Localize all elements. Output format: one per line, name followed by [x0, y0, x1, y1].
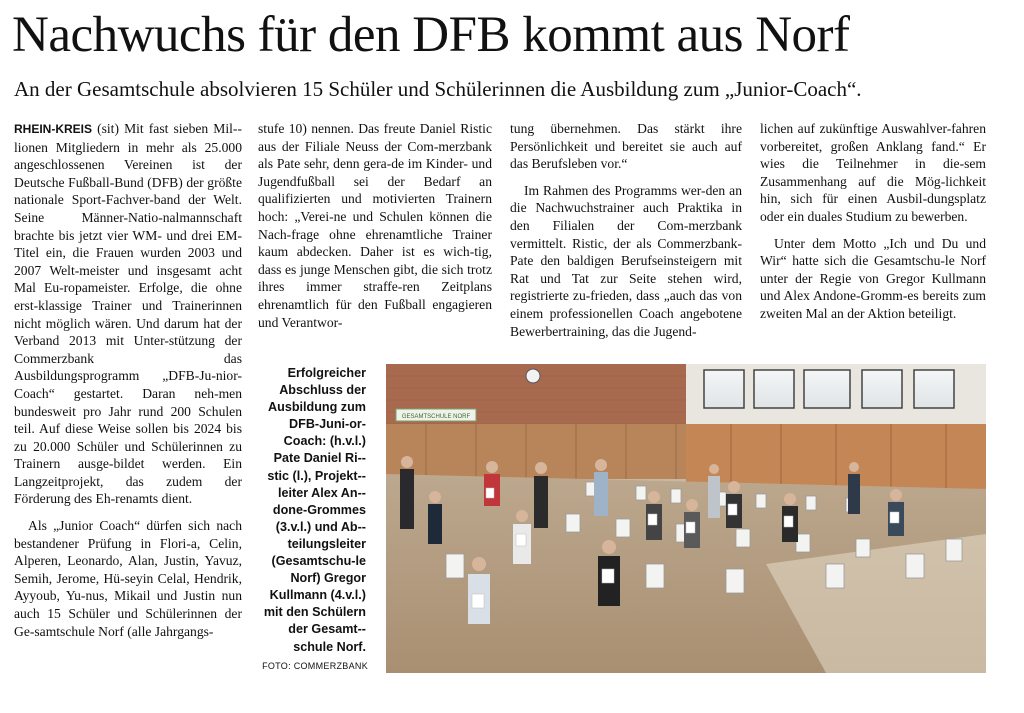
window: [914, 370, 954, 408]
window: [754, 370, 794, 408]
photo-caption: Erfolgreicher Abschluss der Ausbildung zum DFB-Juni-or-Coach: (h.v.l.) Pate Daniel Ri-stic (l.), Projekt-leiter Alex An-done-Grommes (3.v.l.) und Ab-teilungsleiter (Gesamtschu-le Norf) Gregor Kullmann (4.v.l.) mit den Schülern der Gesamt-schule Norf.: [263, 366, 366, 654]
article-column-1: [14, 120, 242, 640]
lead-paragraph: (sit) Mit fast sieben Mil-lionen Mitgliedern in mehr als 25.000 angeschlossenen Vereinen ist der Deutsche Fußball-Bund (DFB) der größte nationale Sport-Fachver-band der Welt. Seine Männer-Natio-nalmannschaft brachte bis jetzt vier WM- und drei EM-Titel ein, die Frauen wurden 2003 und 2007 Welt-meister und insgesamt acht Mal Eu-ropameister. Erfolge, die ohne erst-klassige Trainer und Trainerinnen nicht möglich wären. Und darum hat der Verband 2013 mit Unter-stützung der Commerzbank das Ausbildungsprogramm „DFB-Ju-nior-Coach“ gestartet. Daran neh-men bundesweit pro Jahr rund 200 Schulen teil. Auf diese Weise sollen bis 2024 bis zu 20.000 Schüler und Schülerinnen zu Trainern ausge-bildet werden. Ein Langzeitprojekt, das zudem der Förderung des Eh-renamts dient.: [14, 121, 242, 507]
window: [804, 370, 850, 408]
body-paragraph: lichen auf zukünftige Auswahlver-fahren vorbereitet, großen Anklang fand.“ Er wies die Teilnehmer in die-sem Zusammenhang auf die Mög-lichkeit hin, sich für einen Ausbil-dungsplatz oder ein duales Studium zu bewerben.: [760, 121, 986, 224]
school-banner-text: GESAMTSCHULE NORF: [401, 414, 471, 420]
headline: Nachwuchs für den DFB kommt aus Norf: [12, 7, 850, 63]
window: [862, 370, 902, 408]
body-paragraph: tung übernehmen. Das stärkt ihre Persönlichkeit und bereitet sie auch auf das Berufsleben vor.“: [510, 121, 742, 172]
body-paragraph: Im Rahmen des Programms wer-den an die Nachwuchstrainer auch Praktika in den Filialen der Com-merzbank vermittelt. Ristic, der als Commerzbank-Pate den baldigen Berufseinsteigern mit Rat und Tat zur Seite stehen wird, registrierte zu-frieden, dass „auch das von einem professionellen Coach angebotene Bewerbertraining, das die Jugend-: [510, 182, 742, 339]
subheadline: An der Gesamtschule absolvieren 15 Schüler und Schülerinnen die Ausbildung zum „Junior-Coach“.: [14, 77, 862, 101]
photo-credit: FOTO: COMMERZBANK: [262, 661, 368, 671]
article-column-4: [760, 120, 986, 323]
body-paragraph: stufe 10) nennen. Das freute Daniel Ristic aus der Filiale Neuss der Com-merzbank als Pate sehr, denn gera-de im Kinder- und Jugendfußball sei der Bedarf an qualifizierten und motivierten Trainern hoch: „Verei-ne und Schulen können die Nach-frage ohne ehrenamtliche Trainer kaum abdecken. Daher ist es wich-tig, dass es junge Menschen gibt, die sich trotz ihres immer straffe-ren Zeitplans ehrenamtlich für den Fußball engagieren und Verantwor-: [258, 121, 492, 330]
window: [704, 370, 744, 408]
body-paragraph: Als „Junior Coach“ dürfen sich nach bestandener Prüfung in Flori-a, Celin, Alperen, Leonardo, Alan, Justin, Yavuz, Semih, Jerome, Hü-seyin Celal, Hendrik, Ayyoub, Yu-nus, Mikail und Justin nun auch 15 Schüler und Schülerinnen der Ge-samtschule Norf (alle Jahrgangs-: [14, 518, 242, 639]
article-column-2: [258, 120, 492, 331]
dateline: RHEIN-KREIS: [14, 122, 93, 136]
body-paragraph: Unter dem Motto „Ich und Du und Wir“ hatte sich die Gesamtschu-le Norf unter der Regie von Gregor Kullmann und Alex Andone-Gromm-es bereits zum zweiten Mal an der Aktion beteiligt.: [760, 235, 986, 321]
article-column-3: [510, 120, 742, 340]
gym-scene-illustration: [386, 364, 986, 673]
group-photo: [386, 364, 986, 673]
clock-icon: [526, 369, 540, 383]
